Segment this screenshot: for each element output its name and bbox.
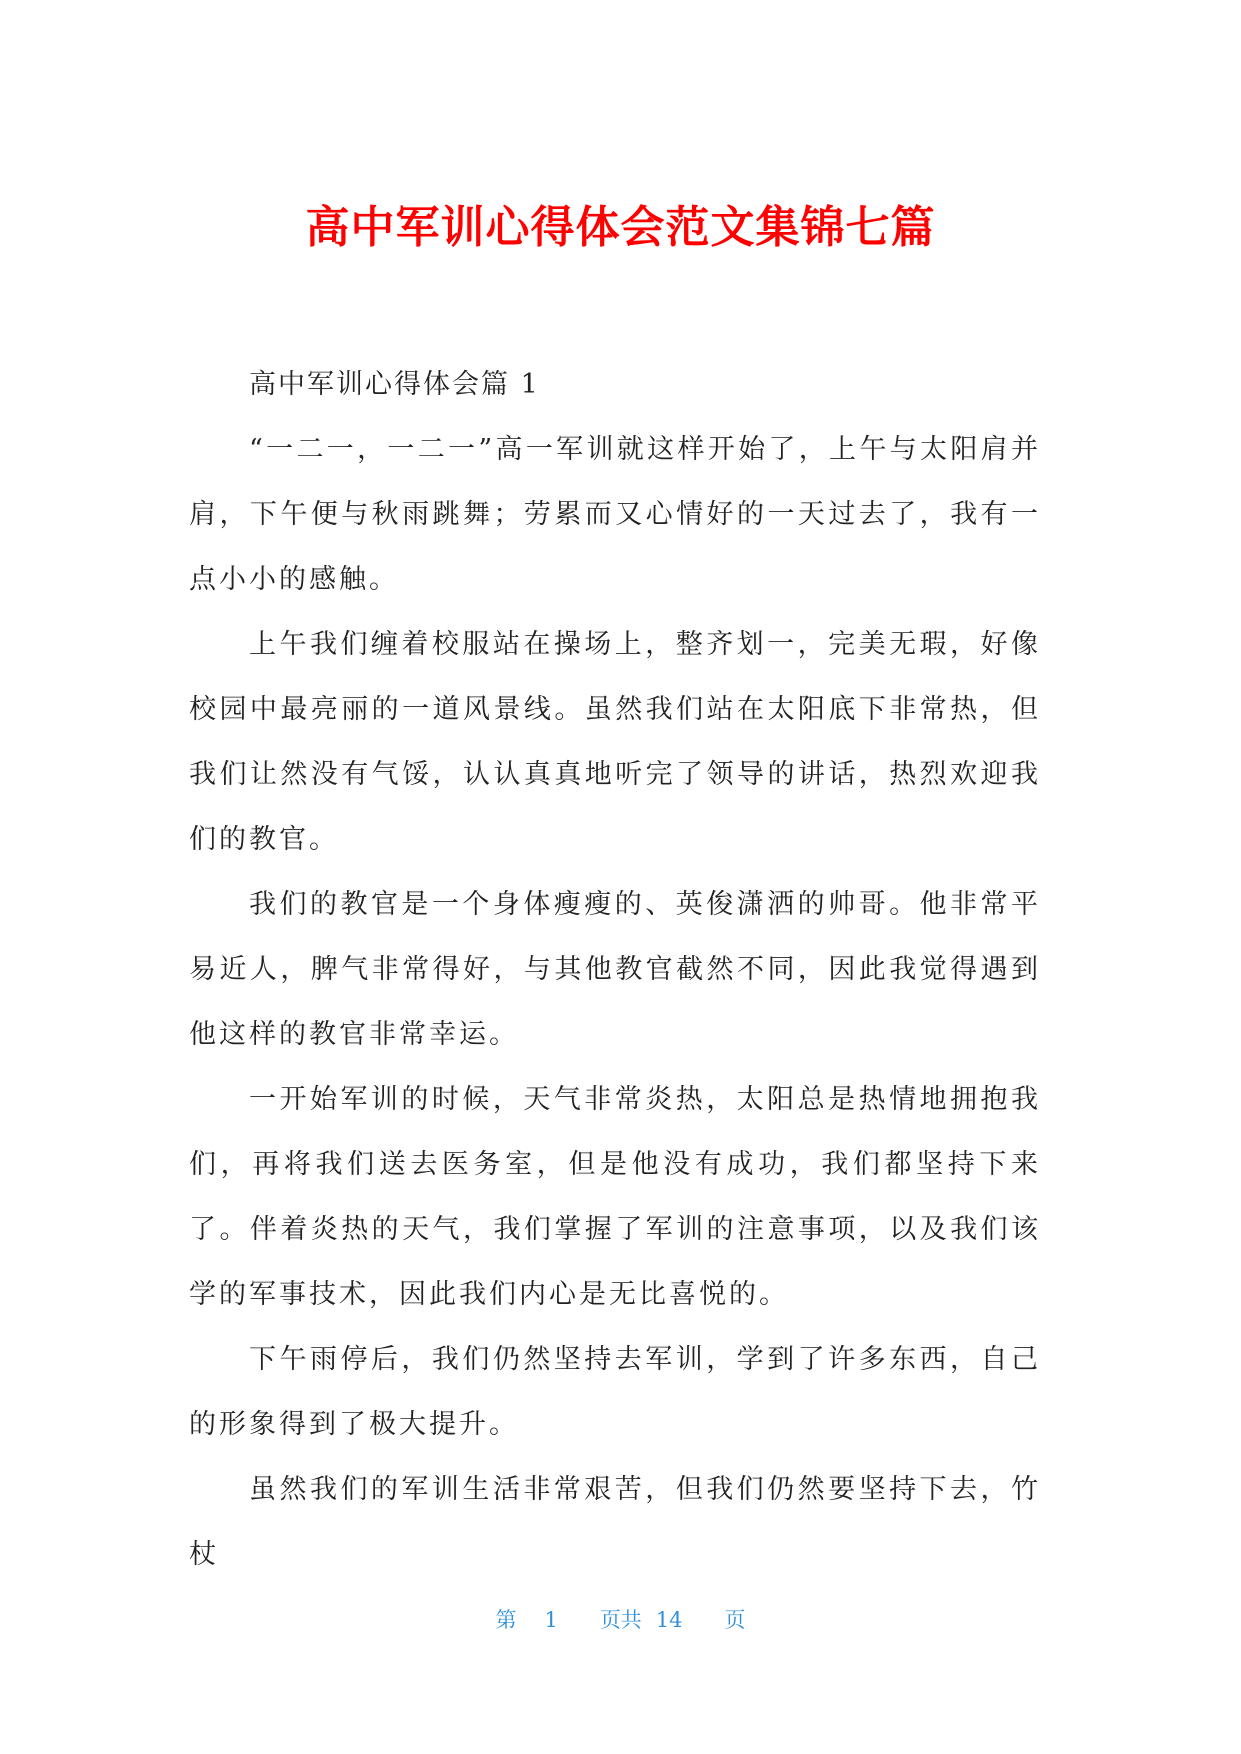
paragraph: 虽然我们的军训生活非常艰苦，但我们仍然要坚持下去，竹杖 xyxy=(189,1474,1041,1570)
current-page-number: 1 xyxy=(544,1608,558,1632)
paragraph: 上午我们缠着校服站在操场上，整齐划一，完美无瑕，好像校园中最亮丽的一道风景线。虽然我们站在太阳底下非常热，但我们让然没有气馁，认认真真地听完了领导的讲话，热烈欢迎我们的教官。 xyxy=(189,629,1041,855)
document-body xyxy=(189,352,1041,1587)
section-heading: 高中军训心得体会篇 1 xyxy=(249,369,540,400)
footer-suffix: 页 xyxy=(724,1608,746,1632)
footer-middle: 页共 xyxy=(599,1608,642,1632)
footer-prefix: 第 xyxy=(495,1608,517,1632)
total-page-number: 14 xyxy=(655,1608,683,1632)
paragraph: 我们的教官是一个身体瘦瘦的、英俊潇洒的帅哥。他非常平易近人，脾气非常得好，与其他教官截然不同，因此我觉得遇到他这样的教官非常幸运。 xyxy=(189,889,1041,1050)
paragraph: “一二一，一二一”高一军训就这样开始了，上午与太阳肩并肩，下午便与秋雨跳舞；劳累而又心情好的一天过去了，我有一点小小的感触。 xyxy=(189,434,1041,595)
document-title: 高中军训心得体会范文集锦七篇 xyxy=(305,202,936,253)
paragraph: 一开始军训的时候，天气非常炎热，太阳总是热情地拥抱我们，再将我们送去医务室，但是他没有成功，我们都坚持下来了。伴着炎热的天气，我们掌握了军训的注意事项，以及我们该学的军事技术，因此我们内心是无比喜悦的。 xyxy=(189,1084,1041,1310)
paragraph: 下午雨停后，我们仍然坚持去军训，学到了许多东西，自己的形象得到了极大提升。 xyxy=(189,1344,1041,1440)
page-number-footer xyxy=(0,1606,1241,1634)
